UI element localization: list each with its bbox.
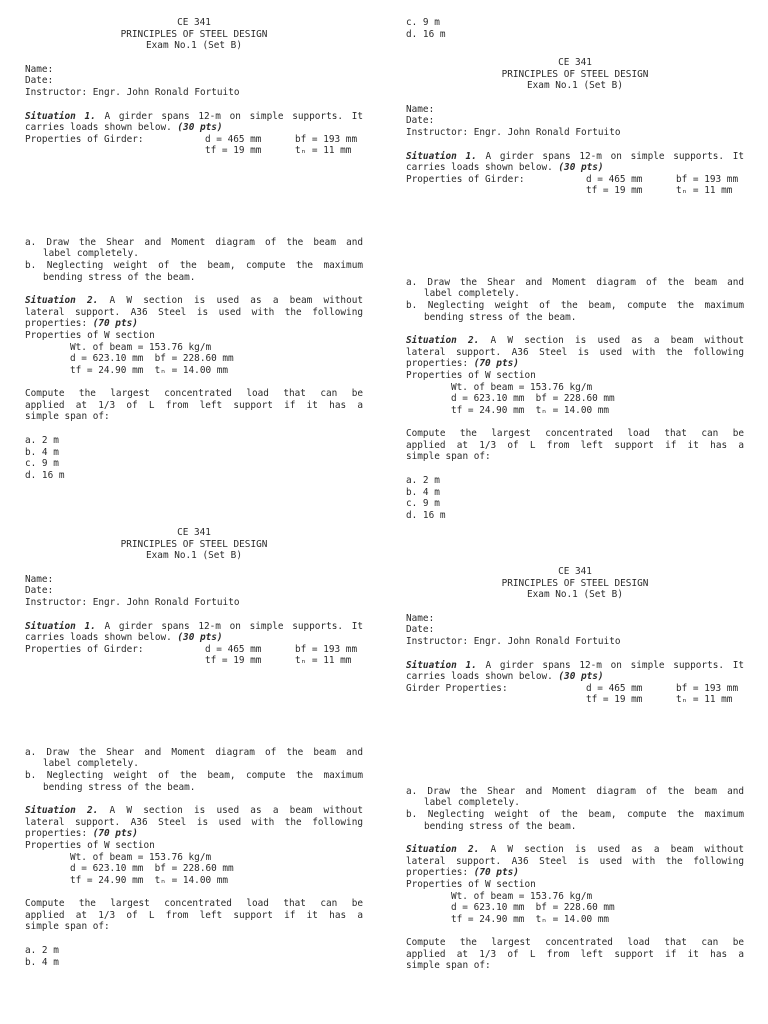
subject-title: PRINCIPLES OF STEEL DESIGN (120, 28, 268, 40)
exam-header (406, 566, 744, 601)
name-field-label: Name: (406, 612, 435, 624)
compute-line-3: simple span of: (406, 960, 491, 972)
situation-1-line-1: Situation 1. A girder spans 12-m on simple supports. It (406, 659, 744, 671)
situation-2-line-1: Situation 2. A W section is used as a beam without (25, 805, 363, 817)
situation-2-line-2: lateral support. A36 Steel is used with the following (406, 346, 744, 358)
exam-copy-top-right (406, 57, 744, 521)
situation-2-line-1: Situation 2. A W section is used as a beam without (406, 335, 744, 347)
option-d: d. 16 m (25, 469, 65, 481)
situation-1-line-1: Situation 1. A girder spans 12-m on simple supports. It (25, 110, 363, 122)
question-a-line-1: a. Draw the Shear and Moment diagram of the beam and (25, 746, 363, 758)
option-a: a. 2 m (25, 435, 59, 447)
exam-title: Exam No.1 (Set B) (527, 80, 623, 92)
question-a-line-2: label completely. (43, 248, 139, 260)
situation-2-line-2: lateral support. A36 Steel is used with the following (25, 816, 363, 828)
exam-title: Exam No.1 (Set B) (146, 40, 242, 52)
situation-2-line-2: lateral support. A36 Steel is used with the following (25, 306, 363, 318)
question-b-line-2: bending stress of the beam. (424, 820, 577, 832)
question-a-line-2: label completely. (424, 288, 520, 300)
compute-line-2: applied at 1/3 of L from left support if it has a (25, 399, 363, 411)
w-section-label: Properties of W section (406, 878, 536, 890)
w-section-label: Properties of W section (25, 329, 155, 341)
situation-1-line-2: carries loads shown below. (30 pts) (25, 632, 223, 644)
option-d: d. 16 m (406, 28, 446, 40)
w-section-properties: Wt. of beam = 153.76 kg/m d = 623.10 mm bf = 228.60 mm tf = 24.90 mm tₙ = 14.00 mm (451, 381, 615, 416)
situation-1-line-2: carries loads shown below. (30 pts) (406, 162, 604, 174)
compute-line-2: applied at 1/3 of L from left support if it has a (25, 909, 363, 921)
exam-title: Exam No.1 (Set B) (146, 550, 242, 562)
name-field-label: Name: (25, 63, 54, 75)
w-section-properties: Wt. of beam = 153.76 kg/m d = 623.10 mm bf = 228.60 mm tf = 24.90 mm tₙ = 14.00 mm (70, 851, 234, 886)
option-a: a. 2 m (406, 475, 440, 487)
question-a-line-1: a. Draw the Shear and Moment diagram of the beam and (406, 276, 744, 288)
exam-header (406, 57, 744, 92)
situation-2-line-1: Situation 2. A W section is used as a beam without (406, 844, 744, 856)
question-b-line-1: b. Neglecting weight of the beam, compute the maximum (25, 259, 363, 271)
date-field-label: Date: (25, 585, 54, 597)
compute-line-3: simple span of: (25, 411, 110, 423)
date-field-label: Date: (25, 75, 54, 87)
compute-line-3: simple span of: (406, 451, 491, 463)
compute-line-3: simple span of: (25, 921, 110, 933)
date-field-label: Date: (406, 115, 435, 127)
compute-line-1: Compute the largest concentrated load that can be (25, 898, 363, 910)
course-code: CE 341 (558, 57, 592, 68)
situation-2-line-3: properties: (70 pts) (406, 358, 519, 370)
w-section-label: Properties of W section (406, 369, 536, 381)
situation-2-line-2: lateral support. A36 Steel is used with the following (406, 855, 744, 867)
compute-line-1: Compute the largest concentrated load that can be (406, 937, 744, 949)
subject-title: PRINCIPLES OF STEEL DESIGN (501, 577, 649, 589)
girder-properties: Properties of Girder: d = 465 mm bf = 193 mm tf = 19 mm tₙ = 11 mm (25, 643, 358, 667)
question-b-line-2: bending stress of the beam. (43, 271, 196, 283)
exam-header (25, 17, 363, 52)
instructor-line: Instructor: Engr. John Ronald Fortuito (25, 596, 240, 608)
instructor-line: Instructor: Engr. John Ronald Fortuito (406, 635, 621, 647)
course-code: CE 341 (558, 566, 592, 577)
exam-title: Exam No.1 (Set B) (527, 589, 623, 601)
subject-title: PRINCIPLES OF STEEL DESIGN (501, 68, 649, 80)
instructor-line: Instructor: Engr. John Ronald Fortuito (406, 126, 621, 138)
girder-properties: Properties of Girder: d = 465 mm bf = 193 mm tf = 19 mm tₙ = 11 mm (25, 133, 358, 157)
w-section-label: Properties of W section (25, 839, 155, 851)
question-b-line-2: bending stress of the beam. (424, 311, 577, 323)
question-a-line-2: label completely. (43, 758, 139, 770)
question-a-line-2: label completely. (424, 797, 520, 809)
compute-line-2: applied at 1/3 of L from left support if it has a (406, 948, 744, 960)
situation-1-line-2: carries loads shown below. (30 pts) (25, 122, 223, 134)
course-code: CE 341 (177, 527, 211, 538)
exam-copy-top-left (25, 17, 363, 481)
option-c: c. 9 m (25, 458, 59, 470)
girder-properties: Properties of Girder: d = 465 mm bf = 193 mm tf = 19 mm tₙ = 11 mm (406, 173, 739, 197)
exam-header (25, 527, 363, 562)
compute-line-1: Compute the largest concentrated load that can be (406, 428, 744, 440)
question-a-line-1: a. Draw the Shear and Moment diagram of the beam and (406, 785, 744, 797)
option-a: a. 2 m (25, 945, 59, 957)
situation-1-line-1: Situation 1. A girder spans 12-m on simple supports. It (406, 150, 744, 162)
exam-copy-bottom-left (25, 527, 363, 968)
compute-line-1: Compute the largest concentrated load that can be (25, 388, 363, 400)
question-b-line-1: b. Neglecting weight of the beam, compute the maximum (406, 808, 744, 820)
situation-2-line-3: properties: (70 pts) (25, 828, 138, 840)
instructor-line: Instructor: Engr. John Ronald Fortuito (25, 86, 240, 98)
w-section-properties: Wt. of beam = 153.76 kg/m d = 623.10 mm bf = 228.60 mm tf = 24.90 mm tₙ = 14.00 mm (70, 341, 234, 376)
question-b-line-2: bending stress of the beam. (43, 781, 196, 793)
compute-line-2: applied at 1/3 of L from left support if it has a (406, 439, 744, 451)
option-b: b. 4 m (25, 956, 59, 968)
question-b-line-1: b. Neglecting weight of the beam, compute the maximum (25, 769, 363, 781)
girder-properties: Girder Properties: d = 465 mm bf = 193 mm tf = 19 mm tₙ = 11 mm (406, 682, 739, 706)
situation-2-line-3: properties: (70 pts) (406, 867, 519, 879)
situation-2-line-1: Situation 2. A W section is used as a beam without (25, 295, 363, 307)
date-field-label: Date: (406, 624, 435, 636)
continued-options-fragment (406, 17, 744, 40)
question-b-line-1: b. Neglecting weight of the beam, compute the maximum (406, 299, 744, 311)
option-b: b. 4 m (406, 486, 440, 498)
situation-2-line-3: properties: (70 pts) (25, 318, 138, 330)
option-c: c. 9 m (406, 17, 440, 28)
situation-1-line-1: Situation 1. A girder spans 12-m on simple supports. It (25, 620, 363, 632)
name-field-label: Name: (406, 103, 435, 115)
w-section-properties: Wt. of beam = 153.76 kg/m d = 623.10 mm bf = 228.60 mm tf = 24.90 mm tₙ = 14.00 mm (451, 890, 615, 925)
course-code: CE 341 (177, 17, 211, 28)
question-a-line-1: a. Draw the Shear and Moment diagram of the beam and (25, 236, 363, 248)
option-c: c. 9 m (406, 498, 440, 510)
option-d: d. 16 m (406, 509, 446, 521)
situation-1-line-2: carries loads shown below. (30 pts) (406, 671, 604, 683)
exam-copy-bottom-right (406, 566, 744, 972)
subject-title: PRINCIPLES OF STEEL DESIGN (120, 538, 268, 550)
name-field-label: Name: (25, 573, 54, 585)
option-b: b. 4 m (25, 446, 59, 458)
